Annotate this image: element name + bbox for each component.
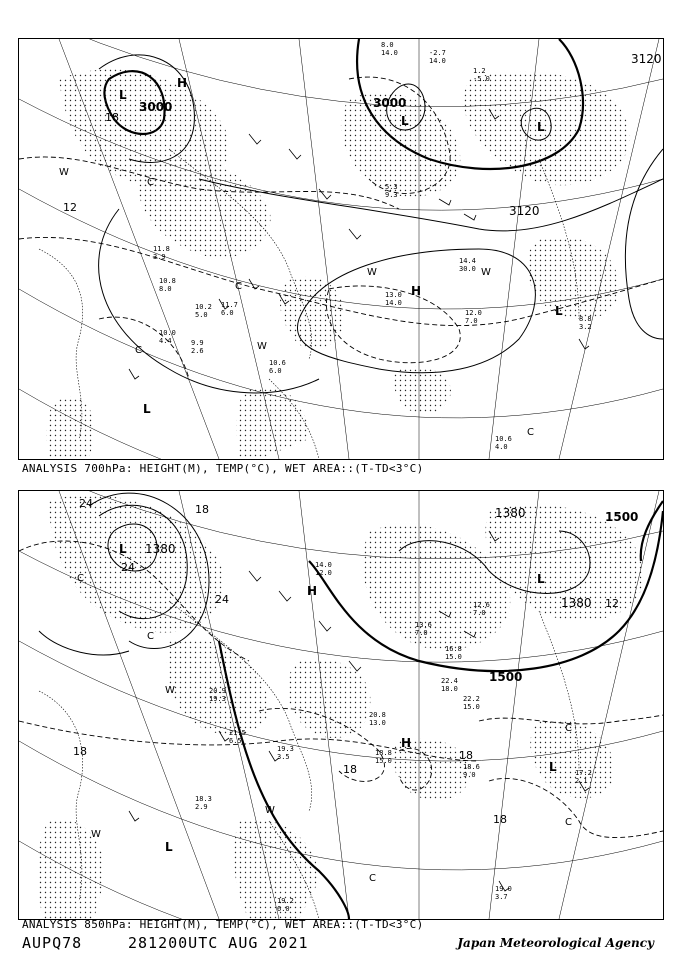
station-plot [579, 315, 592, 331]
isotherm-label: 18 [459, 749, 473, 762]
station-plot [385, 291, 402, 307]
svg-text:14.4: 14.4 [459, 257, 476, 265]
svg-text:6.0: 6.0 [277, 905, 290, 913]
wet-areas [37, 495, 644, 919]
station-plot [195, 795, 212, 811]
station-plot [277, 745, 294, 761]
svg-text:5.3: 5.3 [385, 183, 398, 191]
center-marker: C [235, 281, 242, 292]
center-marker: L [537, 572, 545, 586]
station-plot [495, 885, 512, 901]
contour-label: 3120 [509, 204, 540, 218]
center-marker: W [257, 341, 267, 352]
center-marker: L [555, 304, 563, 318]
center-marker: C [527, 427, 534, 438]
isotherm-label: 18 [73, 745, 87, 758]
station-plot [159, 277, 176, 293]
center-marker: H [307, 584, 318, 598]
station-plot [445, 645, 462, 661]
valid-time: 281200UTC AUG 2021 [128, 934, 309, 952]
center-marker: W [367, 267, 377, 278]
svg-text:19.3: 19.3 [209, 695, 226, 703]
center-marker: H [177, 76, 188, 90]
isotherm-label: 18 [493, 813, 507, 826]
map-panel-850hpa [18, 490, 664, 920]
svg-text:18.0: 18.0 [441, 685, 458, 693]
center-marker: C [369, 873, 376, 884]
svg-text:1.2: 1.2 [473, 67, 486, 75]
isotherm-label: 24 [79, 497, 93, 510]
svg-text:14.0: 14.0 [315, 561, 332, 569]
svg-text:20.8: 20.8 [369, 711, 386, 719]
svg-text:13.0: 13.0 [385, 291, 402, 299]
station-plot [375, 749, 392, 765]
svg-text:2.9: 2.9 [195, 803, 208, 811]
station-plot [385, 183, 398, 199]
svg-text:3.2: 3.2 [579, 323, 592, 331]
svg-text:18.8: 18.8 [375, 749, 392, 757]
center-marker: L [401, 114, 409, 128]
svg-text:12.0: 12.0 [315, 569, 332, 577]
svg-text:19.2: 19.2 [277, 897, 294, 905]
station-plot [463, 763, 480, 779]
isotherm-label: 12 [63, 201, 77, 214]
contour-label: 1380 [145, 542, 176, 556]
svg-text:7.0: 7.0 [415, 629, 428, 637]
svg-text:10.8: 10.8 [159, 277, 176, 285]
map-panel-700hpa [18, 38, 664, 460]
svg-text:18.3: 18.3 [195, 795, 212, 803]
svg-text:8.0: 8.0 [159, 285, 172, 293]
svg-text:10.0: 10.0 [159, 329, 176, 337]
svg-text:10.2: 10.2 [195, 303, 212, 311]
center-marker: H [401, 736, 412, 750]
svg-text:9.3: 9.3 [385, 191, 398, 199]
station-plot [473, 67, 490, 83]
center-marker: C [565, 817, 572, 828]
center-marker: W [265, 805, 275, 816]
center-marker: L [119, 542, 127, 556]
station-plot [429, 49, 446, 65]
svg-text:8.8: 8.8 [579, 315, 592, 323]
svg-text:9.9: 9.9 [191, 339, 204, 347]
isotherm-label: 12 [605, 597, 619, 610]
station-plot [495, 435, 512, 451]
svg-text:16.8: 16.8 [445, 645, 462, 653]
contour-label: 1380 [561, 596, 592, 610]
svg-text:12.0: 12.0 [465, 309, 482, 317]
center-marker: L [165, 840, 173, 854]
svg-text:6.0: 6.0 [221, 309, 234, 317]
svg-text:4.4: 4.4 [159, 337, 172, 345]
svg-text:22.2: 22.2 [463, 695, 480, 703]
contour-label: 3000 [373, 96, 407, 110]
svg-text:-2.7: -2.7 [429, 49, 446, 57]
svg-text:12.6: 12.6 [473, 601, 490, 609]
contour-label: 3120 [631, 52, 662, 66]
svg-text:6.0: 6.0 [269, 367, 282, 375]
station-plot [369, 711, 386, 727]
station-plot [465, 309, 482, 325]
svg-text:15.0: 15.0 [375, 757, 392, 765]
svg-text:18.6: 18.6 [463, 763, 480, 771]
station-plot [315, 561, 332, 577]
svg-text:8.0: 8.0 [381, 41, 394, 49]
center-marker: C [135, 345, 142, 356]
panel-caption-700hpa: ANALYSIS 700hPa: HEIGHT(M), TEMP(°C), WET AREA::(T-TD<3°C) [22, 462, 424, 475]
station-plot [159, 329, 176, 345]
svg-text:5.0: 5.0 [195, 311, 208, 319]
station-plot [441, 677, 458, 693]
svg-text:19.0: 19.0 [495, 885, 512, 893]
svg-text:2.1: 2.1 [575, 777, 588, 785]
contour-label: 3000 [139, 100, 173, 114]
svg-text:7.0: 7.0 [465, 317, 478, 325]
svg-text:-5.0: -5.0 [473, 75, 490, 83]
svg-text:6.5: 6.5 [229, 737, 242, 745]
svg-text:30.0: 30.0 [459, 265, 476, 273]
svg-text:7.0: 7.0 [473, 609, 486, 617]
station-plot [209, 687, 226, 703]
svg-text:21.5: 21.5 [229, 729, 246, 737]
svg-text:22.4: 22.4 [441, 677, 458, 685]
station-plot [195, 303, 212, 319]
center-marker: L [549, 760, 557, 774]
map-700hpa-canvas [19, 39, 663, 459]
svg-text:11.7: 11.7 [221, 301, 238, 309]
center-marker: C [147, 177, 154, 188]
map-850hpa-canvas [19, 491, 663, 919]
center-marker: H [411, 284, 422, 298]
station-plot [381, 41, 398, 57]
isotherm-label: 18 [105, 111, 119, 124]
station-plot [463, 695, 480, 711]
center-marker: L [537, 120, 545, 134]
svg-text:10.6: 10.6 [269, 359, 286, 367]
center-marker: C [565, 723, 572, 734]
svg-text:14.0: 14.0 [381, 49, 398, 57]
center-marker: C [147, 631, 154, 642]
svg-text:13.6: 13.6 [415, 621, 432, 629]
svg-text:2.6: 2.6 [191, 347, 204, 355]
station-plot [459, 257, 476, 273]
isotherm-label: 18 [343, 763, 357, 776]
svg-text:15.0: 15.0 [445, 653, 462, 661]
center-marker: W [59, 167, 69, 178]
center-marker: L [143, 402, 151, 416]
contour-label: 1500 [489, 670, 523, 684]
svg-text:9.0: 9.0 [463, 771, 476, 779]
svg-text:4.0: 4.0 [495, 443, 508, 451]
isotherm-label: 18 [195, 503, 209, 516]
svg-text:3.7: 3.7 [495, 893, 508, 901]
agency-credit: Japan Meteorological Agency [457, 936, 654, 950]
panel-caption-850hpa: ANALYSIS 850hPa: HEIGHT(M), TEMP(°C), WET AREA::(T-TD<3°C) [22, 918, 424, 931]
svg-text:11.8: 11.8 [153, 245, 170, 253]
svg-text:10.6: 10.6 [495, 435, 512, 443]
svg-text:19.3: 19.3 [277, 745, 294, 753]
station-plot [191, 339, 204, 355]
center-marker: W [91, 829, 101, 840]
isotherm-label: 24 [121, 561, 135, 574]
station-plot [221, 301, 238, 317]
svg-text:15.0: 15.0 [463, 703, 480, 711]
product-code: AUPQ78 [22, 934, 83, 952]
center-marker: W [165, 685, 175, 696]
svg-text:3.5: 3.5 [277, 753, 290, 761]
svg-text:20.9: 20.9 [209, 687, 226, 695]
center-marker: W [481, 267, 491, 278]
contour-label: 1500 [605, 510, 639, 524]
svg-text:17.2: 17.2 [575, 769, 592, 777]
svg-text:3.9: 3.9 [153, 253, 166, 261]
svg-text:14.0: 14.0 [385, 299, 402, 307]
svg-text:14.0: 14.0 [429, 57, 446, 65]
svg-text:13.0: 13.0 [369, 719, 386, 727]
center-marker: C [77, 573, 84, 584]
contour-label: 1380 [495, 506, 526, 520]
isotherm-label: 24 [215, 593, 229, 606]
station-plot [153, 245, 170, 261]
center-marker: L [119, 88, 127, 102]
station-plot [269, 359, 286, 375]
